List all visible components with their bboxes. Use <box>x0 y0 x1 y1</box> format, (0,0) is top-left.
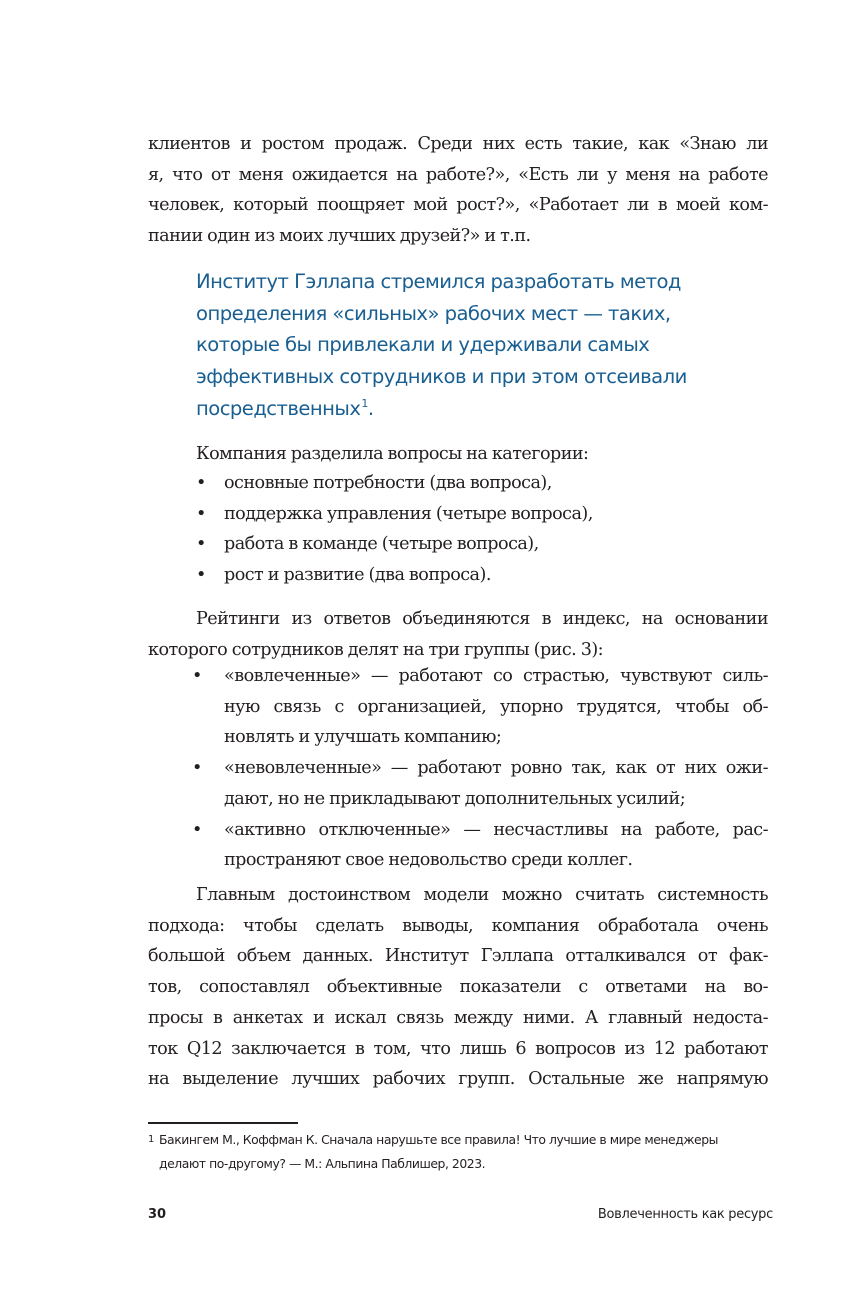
pull-quote-line: Институт Гэллапа стремился разработать метод <box>196 270 681 293</box>
bullet-icon: • <box>192 666 202 686</box>
body-paragraph-continued <box>148 129 768 252</box>
text-line: клиентов и ростом продаж. Среди них есть такие, как «Знаю ли <box>148 134 768 154</box>
text-line: «невовлеченные» — работают ровно так, как от них ожи- <box>224 758 768 779</box>
footnote-divider <box>148 1122 298 1124</box>
list-item <box>196 499 593 530</box>
list-item-text: основные потребности (два вопроса), <box>224 473 552 493</box>
pull-quote-last-line <box>196 393 756 425</box>
page-number: 30 <box>148 1207 167 1222</box>
list-item <box>196 560 593 591</box>
footnote-line: делают по-другому? — М.: Альпина Паблишер, 2023. <box>159 1156 486 1171</box>
text-line: пании один из моих лучших друзей?» и т.п. <box>148 226 531 247</box>
bullet-icon: • <box>192 758 202 779</box>
footnote-number: 1 <box>148 1134 154 1145</box>
list-item-text: рост и развитие (два вопроса). <box>224 565 491 586</box>
list-item <box>196 529 593 560</box>
text-line: пространяют свое недовольство среди коллег. <box>224 850 633 871</box>
list-item <box>196 468 593 499</box>
running-title: Вовлеченность как ресурс <box>597 1207 773 1222</box>
text-line: дают, но не прикладывают дополнительных усилий; <box>224 788 686 809</box>
text-line: на выделение лучших рабочих групп. Остальные же напрямую <box>148 1069 768 1090</box>
text-line: которого сотрудников делят на три группы (рис. 3): <box>148 639 604 660</box>
footnote <box>148 1128 788 1176</box>
text-line: новлять и улучшать компанию; <box>224 727 502 748</box>
bullet-icon: • <box>196 534 206 555</box>
categories-intro: Компания разделила вопросы на категории: <box>196 444 589 464</box>
pull-quote-end-punct: . <box>367 396 374 420</box>
footnote-text <box>148 1128 788 1176</box>
list-item <box>192 753 768 814</box>
text-line: я, что от меня ожидается на работе?», «Есть ли у меня на работе <box>148 164 768 185</box>
bullet-icon: • <box>196 503 206 524</box>
text-line: большой объем данных. Институт Гэллапа отталкивался от фак- <box>148 946 768 967</box>
text-line: Главным достоинством модели можно считать системность <box>196 885 768 905</box>
text-line: подхода: чтобы сделать выводы, компания обработала очень <box>148 915 768 936</box>
pull-quote-line: определения «сильных» рабочих мест — таких, <box>196 301 671 325</box>
text-line: Рейтинги из ответов объединяются в индекс, на основании <box>196 609 768 629</box>
pull-quote <box>196 266 756 425</box>
text-line: человек, который поощряет мой рост?», «Работает ли в моей ком- <box>148 195 768 216</box>
categories-list <box>196 468 593 591</box>
groups-list <box>192 661 768 876</box>
pull-quote-line: которые бы привлекали и удерживали самых <box>196 333 650 357</box>
ratings-paragraph <box>148 604 768 665</box>
pull-quote-line: эффективных сотрудников и при этом отсеивали <box>196 365 687 389</box>
text-line: «активно отключенные» — несчастливы на работе, рас- <box>224 819 768 840</box>
list-item-text: работа в команде (четыре вопроса), <box>224 534 539 555</box>
bullet-icon: • <box>196 565 206 586</box>
text-line: тов, сопоставлял объективные показатели с ответами на во- <box>148 977 768 998</box>
text-line: «вовлеченные» — работают со страстью, чувствуют силь- <box>224 666 768 686</box>
pull-quote-line: посредственных <box>196 396 361 420</box>
text-line: просы в анкетах и искал связь между ними. А главный недоста- <box>148 1007 768 1028</box>
list-item-text: поддержка управления (четыре вопроса), <box>224 503 593 524</box>
main-paragraph <box>148 880 768 1095</box>
text-line: ную связь с организацией, упорно трудятся, чтобы об- <box>224 696 768 717</box>
list-item <box>192 815 768 876</box>
text-line: ток Q12 заключается в том, что лишь 6 вопросов из 12 работают <box>148 1038 768 1059</box>
bullet-icon: • <box>196 473 206 493</box>
footnote-line: Бакингем М., Коффман К. Сначала нарушьте все правила! Что лучшие в мире менеджеры <box>159 1132 718 1147</box>
bullet-icon: • <box>192 819 202 840</box>
list-item <box>192 661 768 753</box>
footnote-reference[interactable]: 1 <box>361 397 368 411</box>
